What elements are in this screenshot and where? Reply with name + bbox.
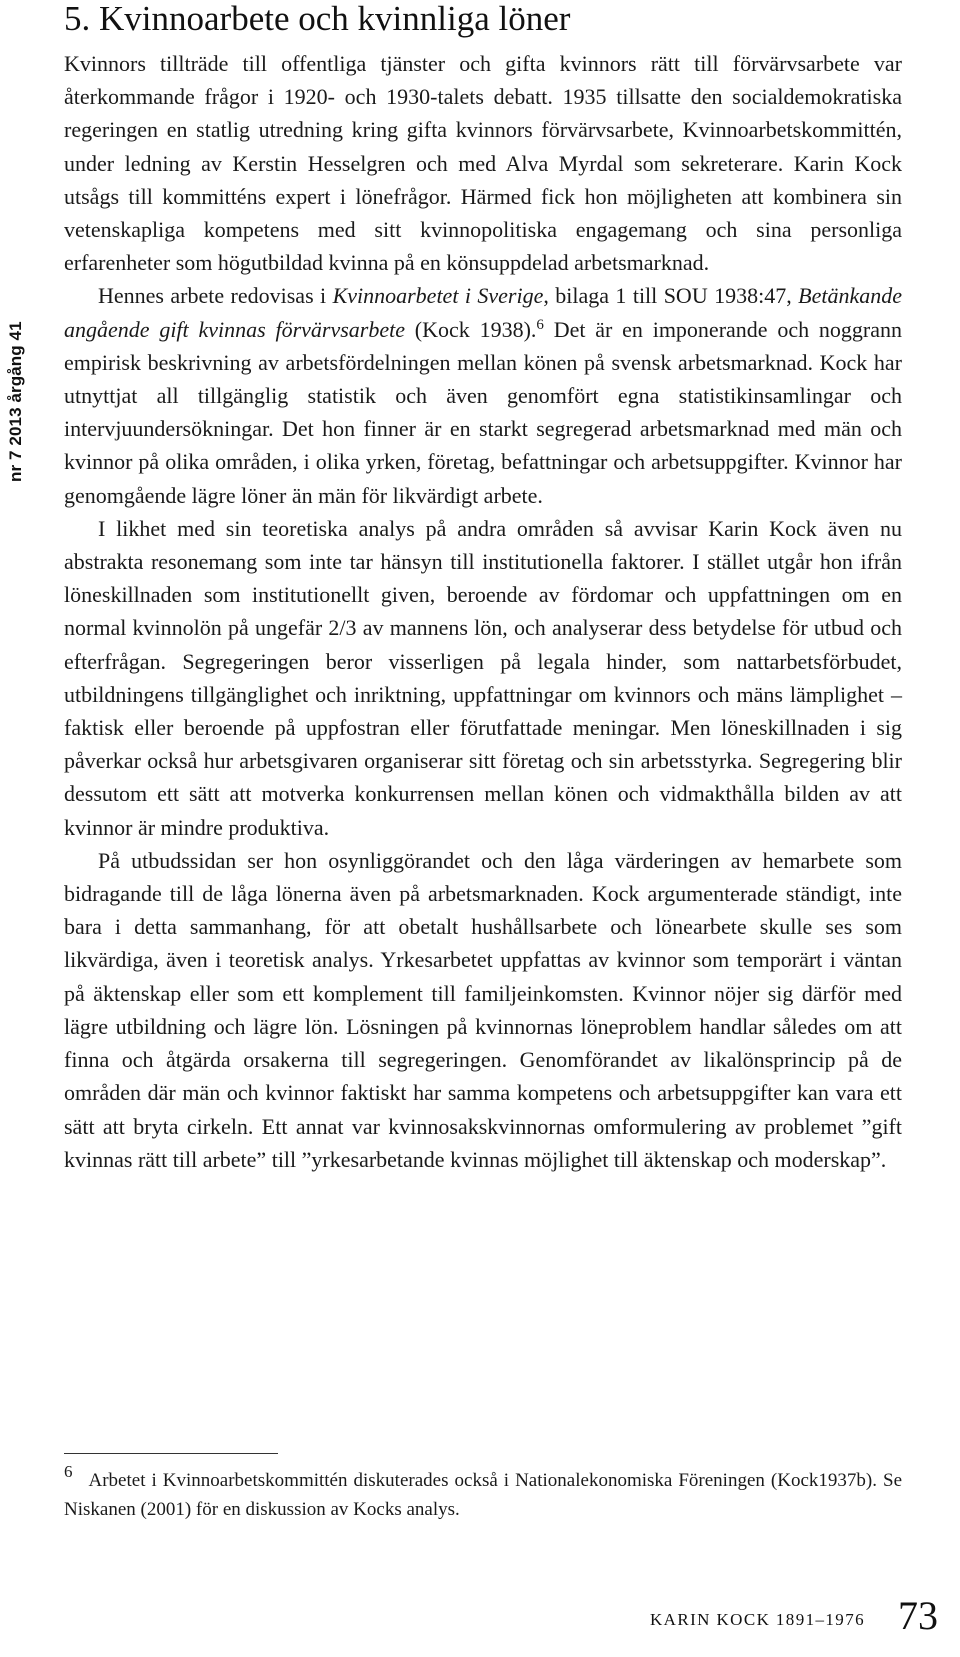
paragraph-2-part-2: , bilaga 1 till SOU 1938:47, bbox=[543, 283, 799, 309]
report-subtitle-italic: Betänkande angående gift kvinnas förvärvsarbete bbox=[64, 283, 902, 342]
paragraph-2-part-1: Hennes arbete redovisas i bbox=[98, 283, 333, 309]
section-heading: 5. Kvinnoarbete och kvinnliga löner bbox=[64, 0, 571, 38]
paragraph-2-citation: (Kock 1938). bbox=[405, 316, 537, 342]
report-title-italic: Kvinnoarbetet i Sverige bbox=[332, 283, 544, 309]
main-content bbox=[64, 0, 902, 1176]
footnote-marker: 6 bbox=[64, 1461, 73, 1481]
body-text bbox=[64, 47, 902, 1176]
journal-issue-label: nr 7 2013 årgång 41 bbox=[6, 321, 25, 482]
footnote bbox=[64, 1461, 902, 1524]
paragraph-2-part-3: Det är en imponerande och noggrann empirisk beskrivning av arbetsfördelningen mellan könen på svensk arbetsmarknad. Kock har utnyttjat all tillgänglig statistik och även genomfört egna statistikinsamlingar och intervjuundersökningar. Det hon finner är en starkt segregerad arbetsmarknad med män och kvinnor på olika områden, i olika yrken, företag, befattningar och arbetsuppgifter. Kvinnor har genomgående lägre löner än män för likvärdigt arbete. bbox=[64, 316, 902, 508]
footnote-reference: 6 bbox=[536, 316, 544, 333]
paragraph-4: På utbudssidan ser hon osynliggörandet och den låga värderingen av hemarbete som bidragande till de låga lönerna även på arbetsmarknaden. Kock argumenterade ständigt, inte bara i detta sammanhang, för att obetalt hushållsarbete och lönearbete skulle ses som likvärdiga, även i teoretisk analys. Yrkesarbetet uppfattas av kvinnor som temporärt i väntan på äktenskap eller som ett komplement till familjeinkomsten. Kvinnor nöjer sig därför med lägre utbildning och lägre lön. Lösningen på kvinnornas löneproblem handlar således om att finna och åtgärda orsakerna till segregeringen. Genomförandet av likalönsprincip på de områden där män och kvinnor faktiskt har samma kompetens och arbetsuppgifter kan vara ett sätt att bryta cirkeln. Ett annat var kvinnosakskvinnornas omformulering av problemet ”gift kvinnas rätt till arbete” till ”yrkesarbetande kvinnas möjlighet till äktenskap och moderskap”. bbox=[64, 847, 902, 1172]
footnote-divider bbox=[64, 1453, 278, 1454]
running-footer-title: KARIN KOCK 1891–1976 bbox=[650, 1610, 865, 1629]
footnote-text: Arbetet i Kvinnoarbetskommittén diskuterades också i Nationalekonomiska Föreningen (Kock1937b). Se Niskanen (2001) för en diskussion av Kocks analys. bbox=[64, 1470, 902, 1520]
page-number: 73 bbox=[898, 1593, 938, 1638]
paragraph-2 bbox=[64, 279, 902, 511]
paragraph-3: I likhet med sin teoretiska analys på andra områden så avvisar Karin Kock även nu abstrakta resonemang som inte tar hänsyn till institutionella faktorer. I stället utgår hon ifrån löneskillnaden som institutionellt given, beroende av fördomar och uppfattningen om en normal kvinnolön på ungefär 2/3 av mannens lön, och analyserar dess betydelse för utbud och efterfrågan. Segregeringen beror visserligen på legala hinder, som nattarbetsförbudet, utbildningens tillgänglighet och inriktning, uppfattningar om kvinnors och mäns lämplighet – faktisk eller beroende på uppfostran eller förutfattade meningar. Men löneskillnaden i sig påverkar också hur arbetsgivaren organiserar sitt företag och sin arbetsstyrka. Segregering blir dessutom ett sätt att motverka konkurrensen mellan könen och vidmakthålla bilden av att kvinnor är mindre produktiva. bbox=[64, 515, 902, 840]
paragraph-1: Kvinnors tillträde till offentliga tjänster och gifta kvinnors rätt till förvärvsarbete var återkommande frågor i 1920- och 1930-talets debatt. 1935 tillsatte den socialdemokratiska regeringen en statlig utredning kring gifta kvinnors förvärvsarbete, Kvinnoarbetskommittén, under ledning av Kerstin Hesselgren och med Alva Myrdal som sekreterare. Karin Kock utsågs till kommitténs expert i lönefrågor. Härmed fick hon möjligheten att kombinera sin vetenskapliga kompetens med sitt kvinnopolitiska engagemang och sina personliga erfarenheter som högutbildad kvinna på en könsuppdelad arbetsmarknad. bbox=[64, 51, 902, 276]
